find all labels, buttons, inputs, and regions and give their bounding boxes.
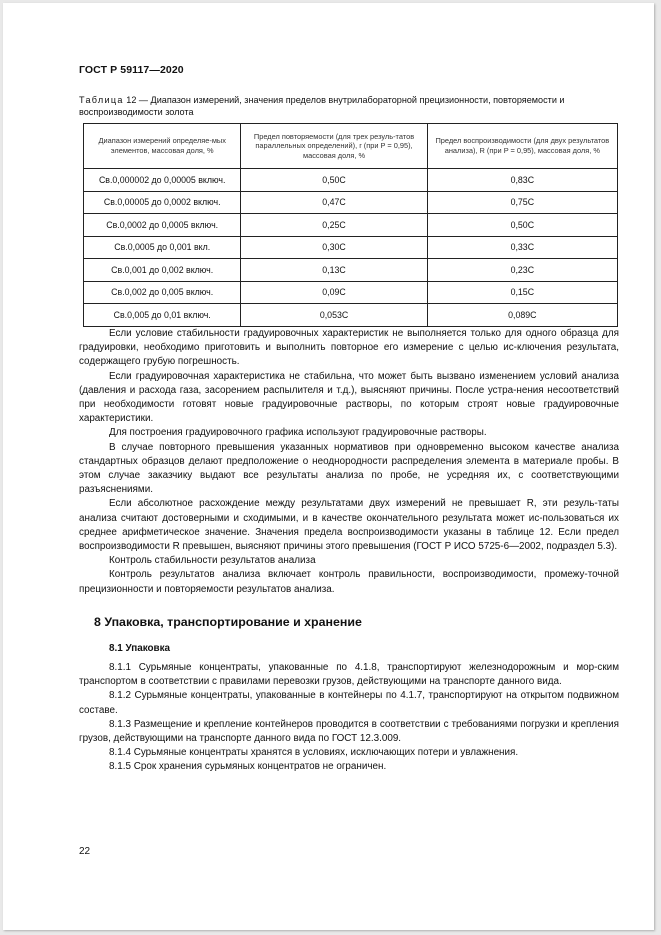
table-cell: 0,33С [427, 236, 617, 259]
paragraph: Контроль результатов анализа включает контроль правильности, воспроизводимости, промежу-точной прецизионности и повторяемости результатов анализа. [79, 569, 619, 595]
paragraph: Если абсолютное расхождение между результатами двух измерений не превышает R, эти резуль-таты анализа считают достоверными и сходимыми, и в качестве окончательного результата может ис-пользоваться их среднее арифметическое значение. Значения предела воспроизводимости указаны в таблице 12. Если предел воспроизводимости R превышен, выясняют причины этого превышения (ГОСТ Р ИСО 5725-6—2002, подраздел 5.3). [79, 498, 619, 553]
table-row [84, 191, 618, 214]
table-cell: 0,50С [241, 169, 427, 192]
table-row [84, 304, 618, 327]
paragraph: Если градуировочная характеристика не стабильна, что может быть вызвано изменением условий анализа (давления и расхода газа, засорением распылителя и т.д.), выясняют причины. После устра-нения несоответствий при необходимости готовят новые градуировочные растворы, по которым строят новые градуировочные характеристики. [79, 370, 619, 425]
standard-id: ГОСТ Р 59117—2020 [79, 64, 184, 76]
subsection-heading: 8.1 Упаковка [109, 643, 171, 654]
table-row [84, 214, 618, 237]
table-header-range: Диапазон измерений определяе-мых элементов, массовая доля, % [84, 124, 241, 169]
section-body [79, 661, 619, 775]
table-cell: 0,13С [241, 259, 427, 282]
table-cell: Св.0,000002 до 0,00005 включ. [84, 169, 241, 192]
page-number: 22 [79, 846, 91, 857]
table-cell: 0,47С [241, 191, 427, 214]
document-page [3, 3, 654, 930]
table-header-row [84, 124, 618, 169]
clause: 8.1.3 Размещение и крепление контейнеров проводится в соответствии с требованиями погрузки и крепления грузов, действующими на транспорте данного вида по ГОСТ 12.3.009. [79, 718, 619, 745]
table-row [84, 281, 618, 304]
clause: 8.1.5 Срок хранения сурьмяных концентратов не ограничен. [109, 761, 387, 773]
paragraph: Контроль стабильности результатов анализа [109, 555, 316, 567]
measurement-table [83, 123, 618, 327]
table-cell: 0,23С [427, 259, 617, 282]
table-row [84, 259, 618, 282]
table-cell: 0,09С [241, 281, 427, 304]
paragraph: Если условие стабильности градуировочных характеристик не выполняется только для одного образца для градуировки, необходимо приготовить и выполнить повторное его измерение с целью ис-ключения результата, содержащего грубую погрешность. [79, 328, 619, 368]
table-header-repeatability: Предел повторяемости (для трех резуль-татов параллельных определений), r (при P = 0,95), массовая доля, % [241, 124, 427, 169]
table-cell: 0,15С [427, 281, 617, 304]
table-row [84, 169, 618, 192]
clause: 8.1.1 Сурьмяные концентраты, упакованные по 4.1.8, транспортируют железнодорожным и мор-ским транспортом в соответствии с правилами перевозки грузов, действующими на транспорте данного вида. [79, 662, 619, 688]
table-cell: Св.0,002 до 0,005 включ. [84, 281, 241, 304]
table-cell: 0,25С [241, 214, 427, 237]
table-cell: 0,089С [427, 304, 617, 327]
table-cell: Св.0,005 до 0,01 включ. [84, 304, 241, 327]
table-cell: 0,053С [241, 304, 427, 327]
table-cell: Св.0,001 до 0,002 включ. [84, 259, 241, 282]
table-row [84, 236, 618, 259]
paragraph: Для построения градуировочного графика используют градуировочные растворы. [109, 427, 487, 439]
table-cell: 0,30С [241, 236, 427, 259]
table-cell: Св.0,0002 до 0,0005 включ. [84, 214, 241, 237]
table-cell: Св.0,0005 до 0,001 вкл. [84, 236, 241, 259]
clause: 8.1.2 Сурьмяные концентраты, упакованные в контейнеры по 4.1.7, транспортируют на открытом подвижном составе. [79, 690, 619, 716]
table-caption-lead: Таблица [79, 95, 124, 105]
body-text [79, 327, 619, 597]
table-caption-text: 12 — Диапазон измерений, значения пределов внутрилабораторной прецизионности, повторяемости и воспроизводимости золота [79, 95, 565, 117]
section-heading: 8 Упаковка, транспортирование и хранение [94, 615, 362, 629]
table-header-reproducibility: Предел воспроизводимости (для двух результатов анализа), R (при P = 0,95), массовая доля, % [427, 124, 617, 169]
paragraph: В случае повторного превышения указанных нормативов при одновременно высоком качестве анализа стандартных образцов делают предположение о неоднородности распределения элемента в материале пробы. В этом случае заказчику выдают все результаты анализа по пробе, не усредняя их, с соответствующими разъяснениями. [79, 441, 619, 496]
clause: 8.1.4 Сурьмяные концентраты хранятся в условиях, исключающих потери и увлажнения. [109, 747, 519, 759]
table-cell: Св.0,00005 до 0,0002 включ. [84, 191, 241, 214]
table-caption [79, 94, 619, 118]
table-cell: 0,83С [427, 169, 617, 192]
table-cell: 0,50С [427, 214, 617, 237]
table-cell: 0,75С [427, 191, 617, 214]
